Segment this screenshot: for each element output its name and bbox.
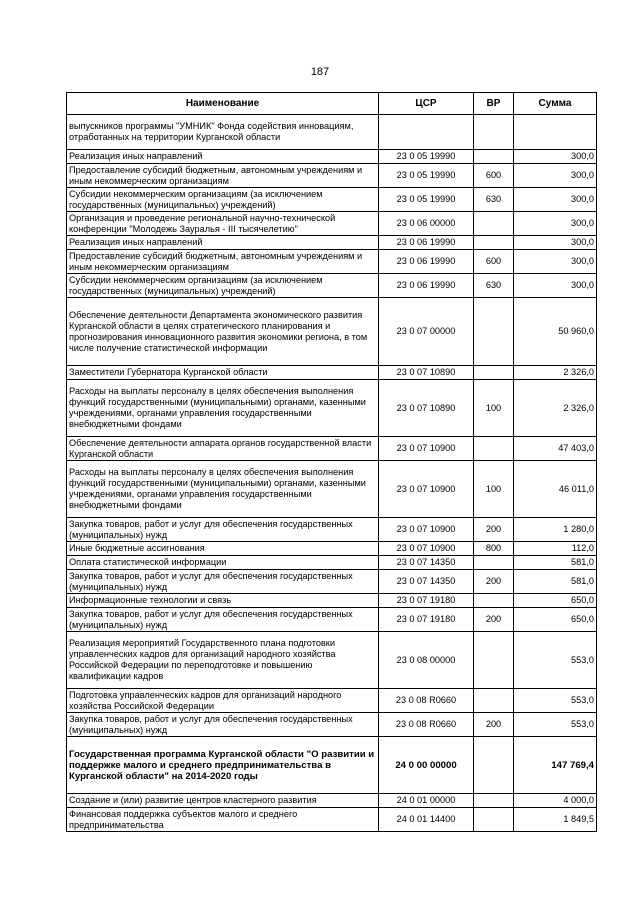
cell-sum: 50 960,0 bbox=[514, 298, 597, 366]
cell-sum: 300,0 bbox=[514, 164, 597, 188]
cell-sum: 300,0 bbox=[514, 188, 597, 212]
cell-csr: 23 0 07 10890 bbox=[379, 366, 474, 380]
cell-name: Реализация иных направлений bbox=[67, 150, 379, 164]
cell-vr bbox=[474, 115, 514, 150]
cell-name: Субсидии некоммерческим организациям (за исключением государственных (муниципальных) учреждений) bbox=[67, 188, 379, 212]
cell-name: Заместители Губернатора Курганской области bbox=[67, 366, 379, 380]
header-row bbox=[67, 93, 597, 115]
cell-vr: 200 bbox=[474, 570, 514, 594]
cell-vr: 630 bbox=[474, 188, 514, 212]
cell-vr: 630 bbox=[474, 274, 514, 298]
cell-csr: 23 0 07 14350 bbox=[379, 556, 474, 570]
cell-sum: 553,0 bbox=[514, 632, 597, 689]
cell-csr: 23 0 08 R0660 bbox=[379, 689, 474, 713]
cell-csr: 23 0 07 00000 bbox=[379, 298, 474, 366]
header-sum: Сумма bbox=[514, 93, 597, 115]
cell-vr: 600 bbox=[474, 164, 514, 188]
cell-sum: 553,0 bbox=[514, 713, 597, 737]
cell-sum: 300,0 bbox=[514, 274, 597, 298]
cell-name: Закупка товаров, работ и услуг для обеспечения государственных (муниципальных) нужд bbox=[67, 570, 379, 594]
cell-sum: 147 769,4 bbox=[514, 737, 597, 794]
table-row bbox=[67, 556, 597, 570]
table-row bbox=[67, 115, 597, 150]
header-csr: ЦСР bbox=[379, 93, 474, 115]
cell-sum: 2 326,0 bbox=[514, 380, 597, 437]
table-row bbox=[67, 366, 597, 380]
cell-vr: 100 bbox=[474, 461, 514, 518]
cell-name: Оплата статистической информации bbox=[67, 556, 379, 570]
cell-vr: 200 bbox=[474, 713, 514, 737]
table-row bbox=[67, 250, 597, 274]
cell-sum: 300,0 bbox=[514, 250, 597, 274]
table-row bbox=[67, 461, 597, 518]
cell-vr bbox=[474, 298, 514, 366]
cell-csr: 23 0 07 19180 bbox=[379, 608, 474, 632]
cell-sum: 300,0 bbox=[514, 212, 597, 236]
cell-csr: 23 0 08 R0660 bbox=[379, 713, 474, 737]
cell-csr: 24 0 00 00000 bbox=[379, 737, 474, 794]
cell-csr: 23 0 07 10900 bbox=[379, 461, 474, 518]
table-row bbox=[67, 794, 597, 808]
table-row bbox=[67, 274, 597, 298]
table-row bbox=[67, 150, 597, 164]
cell-name: Подготовка управленческих кадров для организаций народного хозяйства Российской Федерации bbox=[67, 689, 379, 713]
cell-csr: 23 0 07 10890 bbox=[379, 380, 474, 437]
table-header bbox=[67, 93, 597, 115]
budget-table bbox=[66, 92, 597, 832]
table-row bbox=[67, 713, 597, 737]
cell-vr bbox=[474, 437, 514, 461]
cell-csr: 23 0 05 19990 bbox=[379, 188, 474, 212]
cell-vr bbox=[474, 794, 514, 808]
cell-name: Иные бюджетные ассигнования bbox=[67, 542, 379, 556]
header-vr: ВР bbox=[474, 93, 514, 115]
cell-csr: 23 0 06 19990 bbox=[379, 250, 474, 274]
cell-name: Обеспечение деятельности аппарата органов государственной власти Курганской области bbox=[67, 437, 379, 461]
table-row bbox=[67, 542, 597, 556]
cell-vr: 200 bbox=[474, 608, 514, 632]
cell-vr bbox=[474, 236, 514, 250]
cell-vr bbox=[474, 150, 514, 164]
cell-vr bbox=[474, 366, 514, 380]
cell-name: Финансовая поддержка субъектов малого и среднего предпринимательства bbox=[67, 808, 379, 832]
cell-name: Закупка товаров, работ и услуг для обеспечения государственных (муниципальных) нужд bbox=[67, 713, 379, 737]
cell-csr: 23 0 07 10900 bbox=[379, 518, 474, 542]
cell-vr bbox=[474, 808, 514, 832]
cell-vr: 100 bbox=[474, 380, 514, 437]
cell-vr bbox=[474, 556, 514, 570]
table-row bbox=[67, 164, 597, 188]
cell-name: Предоставление субсидий бюджетным, автономным учреждениям и иным некоммерческим организациям bbox=[67, 250, 379, 274]
cell-sum: 300,0 bbox=[514, 150, 597, 164]
cell-csr: 23 0 05 19990 bbox=[379, 164, 474, 188]
cell-csr: 23 0 07 19180 bbox=[379, 594, 474, 608]
table-row bbox=[67, 689, 597, 713]
cell-sum: 581,0 bbox=[514, 556, 597, 570]
cell-sum: 553,0 bbox=[514, 689, 597, 713]
table-row bbox=[67, 808, 597, 832]
cell-csr: 23 0 07 10900 bbox=[379, 542, 474, 556]
table-row bbox=[67, 212, 597, 236]
cell-vr bbox=[474, 689, 514, 713]
cell-vr bbox=[474, 737, 514, 794]
cell-vr bbox=[474, 212, 514, 236]
table-body bbox=[67, 115, 597, 832]
cell-vr bbox=[474, 632, 514, 689]
cell-name: Субсидии некоммерческим организациям (за исключением государственных (муниципальных) учреждений) bbox=[67, 274, 379, 298]
cell-csr bbox=[379, 115, 474, 150]
cell-sum: 1 849,5 bbox=[514, 808, 597, 832]
cell-csr: 23 0 07 14350 bbox=[379, 570, 474, 594]
cell-sum: 650,0 bbox=[514, 608, 597, 632]
header-name: Наименование bbox=[67, 93, 379, 115]
table-row bbox=[67, 188, 597, 212]
table-row bbox=[67, 518, 597, 542]
table-row bbox=[67, 608, 597, 632]
cell-sum: 300,0 bbox=[514, 236, 597, 250]
cell-vr: 800 bbox=[474, 542, 514, 556]
cell-name: Закупка товаров, работ и услуг для обеспечения государственных (муниципальных) нужд bbox=[67, 518, 379, 542]
cell-name: Создание и (или) развитие центров кластерного развития bbox=[67, 794, 379, 808]
cell-vr bbox=[474, 594, 514, 608]
cell-csr: 23 0 06 19990 bbox=[379, 274, 474, 298]
cell-name: Закупка товаров, работ и услуг для обеспечения государственных (муниципальных) нужд bbox=[67, 608, 379, 632]
cell-name: Организация и проведение региональной научно-технической конференции "Молодежь Зауралья - III тысячелетию" bbox=[67, 212, 379, 236]
cell-csr: 23 0 06 00000 bbox=[379, 212, 474, 236]
cell-name: выпускников программы "УМНИК" Фонда содействия инновациям, отработанных на территории Курганской области bbox=[67, 115, 379, 150]
cell-csr: 24 0 01 14400 bbox=[379, 808, 474, 832]
cell-name: Реализация мероприятий Государственного плана подготовки управленческих кадров для организаций народного хозяйства Российской Федерации по переподготовке и повышению квалификации кадров bbox=[67, 632, 379, 689]
table-row bbox=[67, 437, 597, 461]
cell-name: Информационные технологии и связь bbox=[67, 594, 379, 608]
cell-csr: 23 0 07 10900 bbox=[379, 437, 474, 461]
cell-sum: 650,0 bbox=[514, 594, 597, 608]
table-row bbox=[67, 594, 597, 608]
cell-csr: 23 0 06 19990 bbox=[379, 236, 474, 250]
table-row bbox=[67, 380, 597, 437]
cell-csr: 24 0 01 00000 bbox=[379, 794, 474, 808]
cell-vr: 600 bbox=[474, 250, 514, 274]
table-row bbox=[67, 298, 597, 366]
cell-sum: 581,0 bbox=[514, 570, 597, 594]
cell-name: Обеспечение деятельности Департамента экономического развития Курганской области в целях стратегического планирования и прогнозирования инновационного развития экономики региона, в том числе получение статистической информации bbox=[67, 298, 379, 366]
cell-sum: 47 403,0 bbox=[514, 437, 597, 461]
page-number: 187 bbox=[310, 66, 330, 78]
cell-csr: 23 0 05 19990 bbox=[379, 150, 474, 164]
cell-name: Государственная программа Курганской области "О развитии и поддержке малого и среднего предпринимательства в Курганской области" на 2014-2020 годы bbox=[67, 737, 379, 794]
cell-csr: 23 0 08 00000 bbox=[379, 632, 474, 689]
table-row bbox=[67, 632, 597, 689]
cell-name: Расходы на выплаты персоналу в целях обеспечения выполнения функций государственными (муниципальными) органами, казенными учреждениями, органами управления государственными внебюджетными фондами bbox=[67, 461, 379, 518]
table-row bbox=[67, 737, 597, 794]
table-row bbox=[67, 570, 597, 594]
cell-name: Расходы на выплаты персоналу в целях обеспечения выполнения функций государственными (муниципальными) органами, казенными учреждениями, органами управления государственными внебюджетными фондами bbox=[67, 380, 379, 437]
cell-sum: 1 280,0 bbox=[514, 518, 597, 542]
cell-sum bbox=[514, 115, 597, 150]
cell-sum: 2 326,0 bbox=[514, 366, 597, 380]
cell-vr: 200 bbox=[474, 518, 514, 542]
cell-name: Реализация иных направлений bbox=[67, 236, 379, 250]
table-row bbox=[67, 236, 597, 250]
cell-name: Предоставление субсидий бюджетным, автономным учреждениям и иным некоммерческим организациям bbox=[67, 164, 379, 188]
cell-sum: 112,0 bbox=[514, 542, 597, 556]
cell-sum: 4 000,0 bbox=[514, 794, 597, 808]
cell-sum: 46 011,0 bbox=[514, 461, 597, 518]
